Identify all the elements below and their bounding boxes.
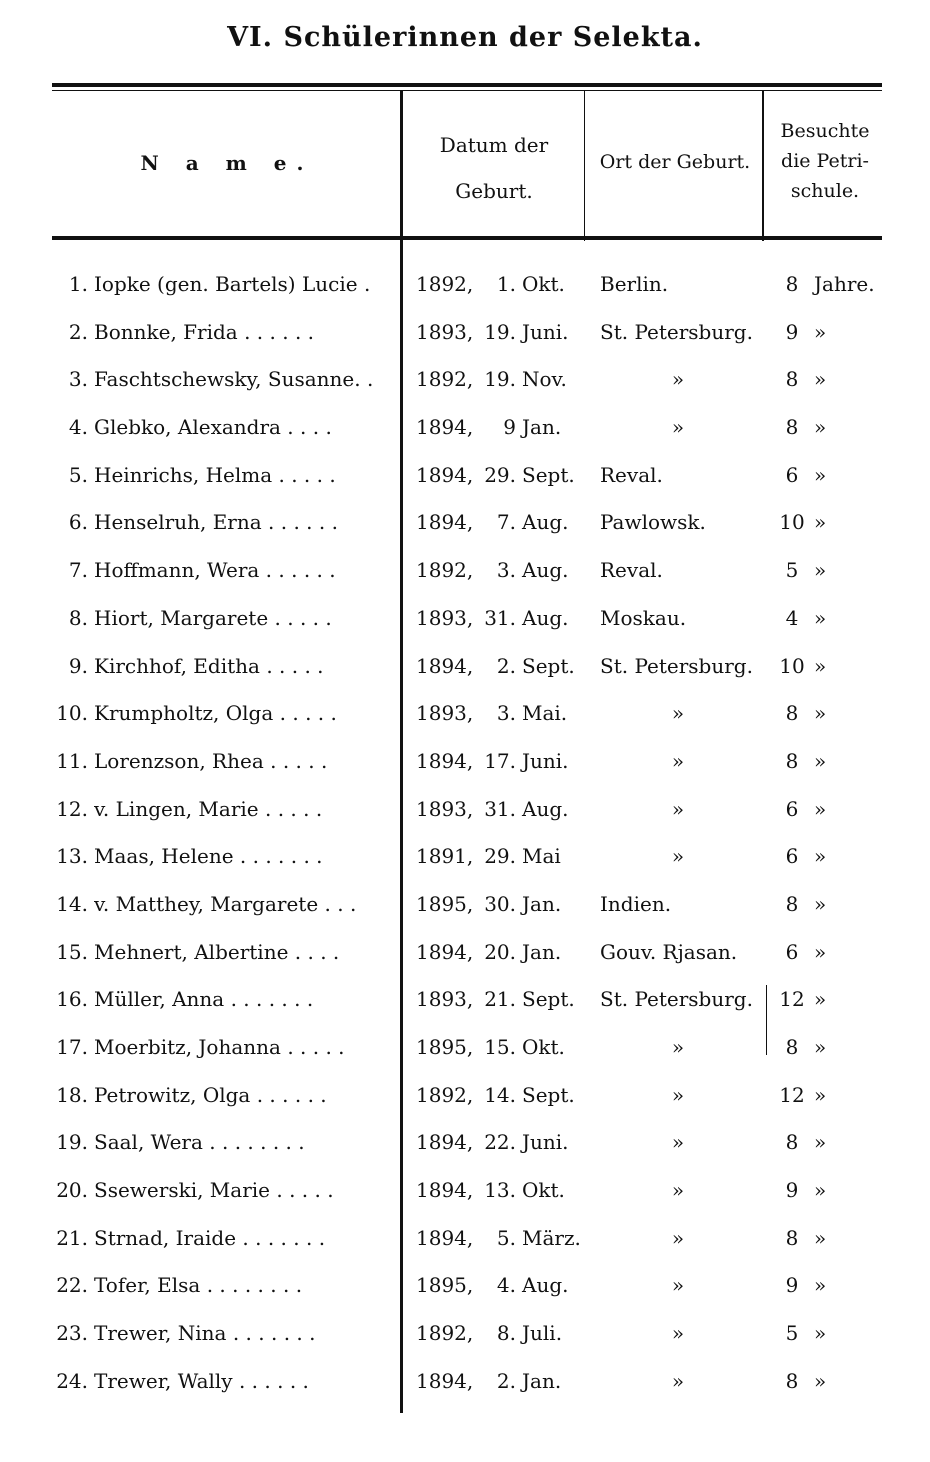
school-years: 8 bbox=[785, 701, 799, 726]
row-number: 21. bbox=[56, 1225, 88, 1250]
student-name: Hiort, Margarete bbox=[94, 605, 269, 630]
school-years: 5 bbox=[785, 558, 799, 583]
student-name: Kirchhof, Editha bbox=[94, 653, 260, 678]
birth-day: 29. bbox=[484, 462, 516, 487]
birth-day: 3. bbox=[496, 558, 516, 583]
school-years-unit: » bbox=[814, 1082, 827, 1107]
student-name: Ssewerski, Marie bbox=[94, 1178, 271, 1203]
birth-month: Sept. bbox=[522, 987, 575, 1012]
leader-dots: . . . . . bbox=[274, 605, 332, 630]
student-name: Heinrichs, Helma bbox=[94, 462, 273, 487]
leader-dots: . . . . . bbox=[278, 462, 336, 487]
birth-day: 5. bbox=[496, 1225, 516, 1250]
birth-day: 31. bbox=[484, 605, 516, 630]
header-date bbox=[404, 122, 584, 214]
student-name: Trewer, Nina bbox=[94, 1321, 227, 1346]
row-number: 20. bbox=[56, 1178, 88, 1203]
leader-dots: . . . . . bbox=[276, 1178, 334, 1203]
birth-place: Gouv. Rjasan. bbox=[600, 939, 738, 964]
student-name-cell bbox=[94, 558, 390, 582]
birth-month: Juli. bbox=[522, 1321, 563, 1346]
birth-year: 1892, bbox=[416, 1321, 474, 1346]
birth-month: Juni. bbox=[522, 1130, 569, 1155]
table-row bbox=[0, 548, 930, 596]
birth-day: 7. bbox=[496, 510, 516, 535]
birth-place: » bbox=[671, 748, 685, 773]
header-place: Ort der Geburt. bbox=[599, 151, 751, 173]
student-name: Müller, Anna bbox=[94, 987, 225, 1012]
school-years-unit: » bbox=[814, 1225, 827, 1250]
table-row bbox=[0, 405, 930, 453]
header-date-line2: Geburt. bbox=[455, 179, 533, 203]
birth-year: 1895, bbox=[416, 1273, 474, 1298]
row-number: 15. bbox=[56, 939, 88, 964]
student-name: Lorenzson, Rhea bbox=[94, 748, 264, 773]
leader-dots: . . . . . . bbox=[268, 510, 338, 535]
column-divider-date-header bbox=[584, 91, 585, 241]
birth-day: 31. bbox=[484, 796, 516, 821]
birth-day: 29. bbox=[484, 844, 516, 869]
row-number: 4. bbox=[68, 415, 88, 440]
student-name: Strnad, Iraide bbox=[94, 1225, 237, 1250]
birth-year: 1893, bbox=[416, 701, 474, 726]
school-years-unit: » bbox=[814, 558, 827, 583]
birth-place: » bbox=[671, 1273, 685, 1298]
row-number: 12. bbox=[56, 796, 88, 821]
row-number: 24. bbox=[56, 1368, 88, 1393]
school-years-unit: Jahre. bbox=[814, 272, 875, 296]
school-years-unit: » bbox=[814, 796, 827, 821]
school-years-unit: » bbox=[814, 1178, 827, 1203]
birth-month: Sept. bbox=[522, 653, 575, 678]
table-row bbox=[0, 1168, 930, 1216]
school-years: 8 bbox=[785, 891, 799, 916]
birth-year: 1894, bbox=[416, 1130, 474, 1155]
student-name-cell bbox=[94, 1226, 390, 1250]
school-years-unit: » bbox=[814, 939, 827, 964]
school-years: 12 bbox=[779, 1082, 805, 1107]
student-name: v. Lingen, Marie bbox=[94, 796, 259, 821]
leader-dots: . . . . . . . . bbox=[209, 1130, 305, 1155]
row-number: 11. bbox=[56, 748, 88, 773]
leader-dots: . bbox=[363, 272, 371, 296]
birth-day: 21. bbox=[484, 987, 516, 1012]
birth-month: Okt. bbox=[522, 272, 565, 296]
student-table-body bbox=[0, 262, 930, 1407]
birth-day: 14. bbox=[484, 1082, 516, 1107]
birth-year: 1893, bbox=[416, 796, 474, 821]
row-number: 2. bbox=[68, 319, 88, 344]
birth-place: St. Petersburg. bbox=[600, 653, 753, 678]
row-number: 16. bbox=[56, 987, 88, 1012]
school-years-unit: » bbox=[814, 510, 827, 535]
school-years: 9 bbox=[785, 1178, 799, 1203]
student-name-cell bbox=[94, 1130, 390, 1154]
header-name: N a m e. bbox=[140, 151, 314, 175]
student-name: Tofer, Elsa bbox=[94, 1273, 201, 1298]
school-years-unit: » bbox=[814, 891, 827, 916]
birth-place: Reval. bbox=[600, 462, 663, 487]
birth-month: Jan. bbox=[522, 939, 562, 964]
table-row bbox=[0, 787, 930, 835]
birth-month: Sept. bbox=[522, 1082, 575, 1107]
leader-dots: . . . . . . bbox=[238, 1368, 309, 1393]
student-name: Iopke (gen. Bartels) Lucie bbox=[94, 272, 358, 296]
birth-place: Reval. bbox=[600, 558, 663, 583]
school-years-unit: » bbox=[814, 844, 827, 869]
student-name: Saal, Wera bbox=[94, 1130, 203, 1155]
row-number: 3. bbox=[68, 367, 88, 392]
student-name: v. Matthey, Margarete bbox=[94, 891, 319, 916]
birth-day: 17. bbox=[484, 748, 516, 773]
birth-day: 15. bbox=[484, 1035, 516, 1059]
student-name-cell bbox=[94, 272, 390, 296]
student-name-cell bbox=[94, 940, 390, 964]
row-number: 22. bbox=[56, 1273, 88, 1298]
leader-dots: . . . . . . bbox=[244, 319, 315, 344]
school-years: 12 bbox=[779, 987, 805, 1012]
school-years: 6 bbox=[785, 939, 799, 964]
birth-month: Sept. bbox=[522, 462, 575, 487]
header-school-line3: schule. bbox=[790, 180, 860, 202]
table-row bbox=[0, 977, 930, 1025]
leader-dots: . . . bbox=[324, 891, 357, 916]
birth-place: » bbox=[671, 1130, 685, 1155]
student-name: Maas, Helene bbox=[94, 844, 234, 869]
birth-month: Aug. bbox=[522, 510, 569, 535]
student-name-cell bbox=[94, 1321, 390, 1345]
row-number: 19. bbox=[56, 1130, 88, 1155]
birth-month: Aug. bbox=[522, 796, 569, 821]
leader-dots: . . . . . . bbox=[256, 1082, 327, 1107]
student-name: Hoffmann, Wera bbox=[94, 558, 260, 583]
birth-month: Jan. bbox=[522, 1368, 562, 1393]
school-years: 6 bbox=[785, 796, 799, 821]
birth-year: 1893, bbox=[416, 319, 474, 344]
leader-dots: . . . . . . . bbox=[232, 1321, 316, 1346]
birth-day: 9 bbox=[503, 415, 516, 440]
school-years: 8 bbox=[785, 367, 799, 392]
birth-year: 1894, bbox=[416, 1225, 474, 1250]
birth-place: Pawlowsk. bbox=[600, 510, 706, 535]
birth-month: Nov. bbox=[522, 367, 567, 392]
leader-dots: . . . . . . . bbox=[242, 1225, 326, 1250]
school-years-unit: » bbox=[814, 462, 827, 487]
top-rule-thin bbox=[52, 90, 882, 91]
student-name: Bonnke, Frida bbox=[94, 319, 238, 344]
leader-dots: . . . . . . . bbox=[239, 844, 323, 869]
birth-month: Okt. bbox=[522, 1178, 565, 1203]
birth-month: Mai. bbox=[522, 701, 568, 726]
birth-year: 1892, bbox=[416, 367, 474, 392]
birth-month: Okt. bbox=[522, 1035, 565, 1059]
table-row bbox=[0, 834, 930, 882]
birth-year: 1892, bbox=[416, 558, 474, 583]
birth-day: 4. bbox=[496, 1273, 516, 1298]
birth-place: » bbox=[671, 1321, 685, 1346]
school-years: 8 bbox=[785, 272, 799, 296]
leader-dots: . . . . bbox=[294, 939, 340, 964]
school-years: 10 bbox=[779, 653, 805, 678]
leader-dots: . . . . . bbox=[287, 1035, 345, 1059]
table-row bbox=[0, 596, 930, 644]
school-years: 9 bbox=[785, 319, 799, 344]
school-years-unit: » bbox=[814, 748, 827, 773]
birth-place: » bbox=[671, 1082, 685, 1107]
student-name: Moerbitz, Johanna bbox=[94, 1035, 281, 1059]
birth-day: 20. bbox=[484, 939, 516, 964]
birth-month: Jan. bbox=[522, 415, 562, 440]
row-number: 13. bbox=[56, 844, 88, 869]
school-years: 8 bbox=[785, 1035, 799, 1059]
student-name-cell bbox=[94, 510, 390, 534]
leader-dots: . . . . . bbox=[270, 748, 328, 773]
header-school-line1: Besuchte bbox=[780, 120, 870, 142]
birth-day: 2. bbox=[496, 653, 516, 678]
student-name-cell bbox=[94, 1273, 390, 1297]
header-rule bbox=[52, 236, 882, 240]
row-number: 17. bbox=[56, 1035, 88, 1059]
school-years: 8 bbox=[785, 1225, 799, 1250]
row-number: 14. bbox=[56, 891, 88, 916]
student-name: Glebko, Alexandra bbox=[94, 415, 281, 440]
student-name-cell bbox=[94, 1035, 390, 1059]
table-row bbox=[0, 691, 930, 739]
school-years-unit: » bbox=[814, 987, 827, 1012]
school-years: 6 bbox=[785, 462, 799, 487]
table-row bbox=[0, 882, 930, 930]
row-number: 18. bbox=[56, 1082, 88, 1107]
school-years: 10 bbox=[779, 510, 805, 535]
birth-place: Indien. bbox=[600, 891, 672, 916]
row-number: 7. bbox=[68, 558, 88, 583]
birth-place: Berlin. bbox=[600, 272, 669, 296]
school-years: 5 bbox=[785, 1321, 799, 1346]
birth-place: » bbox=[671, 1225, 685, 1250]
leader-dots: . . . . . bbox=[279, 701, 337, 726]
table-row bbox=[0, 1263, 930, 1311]
student-name: Krumpholtz, Olga bbox=[94, 701, 274, 726]
school-years: 9 bbox=[785, 1273, 799, 1298]
student-name-cell bbox=[94, 367, 390, 391]
school-years-unit: » bbox=[814, 367, 827, 392]
student-name-cell bbox=[94, 987, 390, 1011]
school-years-unit: » bbox=[814, 1035, 827, 1059]
student-name-cell bbox=[94, 892, 390, 916]
birth-day: 2. bbox=[496, 1368, 516, 1393]
birth-month: Aug. bbox=[522, 605, 569, 630]
birth-year: 1891, bbox=[416, 844, 474, 869]
leader-dots: . . . . bbox=[287, 415, 332, 440]
table-row bbox=[0, 1025, 930, 1073]
row-number: 23. bbox=[56, 1321, 88, 1346]
birth-place: » bbox=[671, 844, 685, 869]
birth-year: 1893, bbox=[416, 987, 474, 1012]
birth-day: 1. bbox=[496, 272, 516, 296]
school-years-unit: » bbox=[814, 415, 827, 440]
row-number: 6. bbox=[68, 510, 88, 535]
birth-place: » bbox=[671, 1035, 685, 1059]
school-years: 6 bbox=[785, 844, 799, 869]
birth-place: Moskau. bbox=[600, 605, 687, 630]
table-row bbox=[0, 930, 930, 978]
student-name-cell bbox=[94, 320, 390, 344]
row-number: 10. bbox=[56, 701, 88, 726]
table-row bbox=[0, 262, 930, 310]
school-years: 8 bbox=[785, 748, 799, 773]
row-number: 1. bbox=[68, 272, 88, 296]
birth-day: 22. bbox=[484, 1130, 516, 1155]
birth-month: Mai bbox=[522, 844, 561, 869]
table-row bbox=[0, 453, 930, 501]
birth-month: Juni. bbox=[522, 748, 569, 773]
row-number: 9. bbox=[68, 653, 88, 678]
birth-month: März. bbox=[522, 1225, 581, 1250]
table-row bbox=[0, 1120, 930, 1168]
row-number: 8. bbox=[68, 605, 88, 630]
school-years: 8 bbox=[785, 1130, 799, 1155]
birth-year: 1894, bbox=[416, 1178, 474, 1203]
student-name-cell bbox=[94, 749, 390, 773]
birth-year: 1894, bbox=[416, 653, 474, 678]
school-years-unit: » bbox=[814, 319, 827, 344]
school-years-unit: » bbox=[814, 605, 827, 630]
birth-place: » bbox=[671, 415, 685, 440]
birth-year: 1894, bbox=[416, 510, 474, 535]
birth-month: Jan. bbox=[522, 891, 562, 916]
page-title: VI. Schülerinnen der Selekta. bbox=[227, 22, 703, 53]
table-row bbox=[0, 500, 930, 548]
birth-year: 1894, bbox=[416, 462, 474, 487]
birth-year: 1894, bbox=[416, 415, 474, 440]
school-years-unit: » bbox=[814, 701, 827, 726]
table-row bbox=[0, 310, 930, 358]
header-date-line1: Datum der bbox=[439, 133, 549, 157]
birth-place: » bbox=[671, 796, 685, 821]
header-school-line2: die Petri- bbox=[781, 150, 869, 172]
top-rule bbox=[52, 83, 882, 87]
student-name: Petrowitz, Olga bbox=[94, 1082, 251, 1107]
school-years-unit: » bbox=[814, 1321, 827, 1346]
birth-year: 1892, bbox=[416, 272, 474, 296]
birth-place: St. Petersburg. bbox=[600, 319, 753, 344]
birth-place: » bbox=[671, 1368, 685, 1393]
birth-day: 8. bbox=[496, 1321, 516, 1346]
birth-month: Juni. bbox=[522, 319, 569, 344]
student-name-cell bbox=[94, 606, 390, 630]
school-years: 8 bbox=[785, 1368, 799, 1393]
birth-day: 19. bbox=[484, 319, 516, 344]
leader-dots: . . . . . bbox=[266, 653, 324, 678]
table-row bbox=[0, 1311, 930, 1359]
table-row bbox=[0, 644, 930, 692]
student-name-cell bbox=[94, 1083, 390, 1107]
student-name-cell bbox=[94, 844, 390, 868]
birth-place: » bbox=[671, 701, 685, 726]
student-name: Faschtschewsky, Susanne. bbox=[94, 367, 361, 392]
birth-place: » bbox=[671, 1178, 685, 1203]
school-years-unit: » bbox=[814, 653, 827, 678]
birth-month: Aug. bbox=[522, 1273, 569, 1298]
table-row bbox=[0, 1073, 930, 1121]
student-name-cell bbox=[94, 1369, 390, 1393]
birth-year: 1894, bbox=[416, 748, 474, 773]
leader-dots: . . . . . . bbox=[265, 558, 336, 583]
birth-place: » bbox=[671, 367, 685, 392]
birth-month: Aug. bbox=[522, 558, 569, 583]
student-name: Henselruh, Erna bbox=[94, 510, 262, 535]
table-row bbox=[0, 1359, 930, 1407]
birth-day: 30. bbox=[484, 891, 516, 916]
birth-day: 19. bbox=[484, 367, 516, 392]
school-years: 4 bbox=[785, 605, 799, 630]
student-name-cell bbox=[94, 1178, 390, 1202]
school-years-unit: » bbox=[814, 1368, 827, 1393]
birth-year: 1895, bbox=[416, 1035, 474, 1059]
birth-year: 1894, bbox=[416, 1368, 474, 1393]
birth-day: 3. bbox=[496, 701, 516, 726]
student-name-cell bbox=[94, 797, 390, 821]
row-number: 5. bbox=[68, 462, 88, 487]
leader-dots: . . . . . . . bbox=[230, 987, 314, 1012]
table-row bbox=[0, 739, 930, 787]
birth-place: St. Petersburg. bbox=[600, 987, 753, 1012]
school-years: 8 bbox=[785, 415, 799, 440]
leader-dots: . . . . . bbox=[265, 796, 323, 821]
student-name-cell bbox=[94, 701, 390, 725]
student-name-cell bbox=[94, 463, 390, 487]
school-years-unit: » bbox=[814, 1130, 827, 1155]
student-name: Trewer, Wally bbox=[94, 1368, 233, 1393]
birth-year: 1893, bbox=[416, 605, 474, 630]
table-row bbox=[0, 1216, 930, 1264]
student-name-cell bbox=[94, 654, 390, 678]
header-school bbox=[766, 116, 884, 206]
birth-year: 1892, bbox=[416, 1082, 474, 1107]
birth-year: 1894, bbox=[416, 939, 474, 964]
leader-dots: . . . . . . . . bbox=[206, 1273, 303, 1298]
student-name-cell bbox=[94, 415, 390, 439]
birth-day: 13. bbox=[484, 1178, 516, 1203]
birth-year: 1895, bbox=[416, 891, 474, 916]
school-years-unit: » bbox=[814, 1273, 827, 1298]
table-row bbox=[0, 357, 930, 405]
leader-dots: . bbox=[366, 367, 374, 392]
student-name: Mehnert, Albertine bbox=[94, 939, 289, 964]
